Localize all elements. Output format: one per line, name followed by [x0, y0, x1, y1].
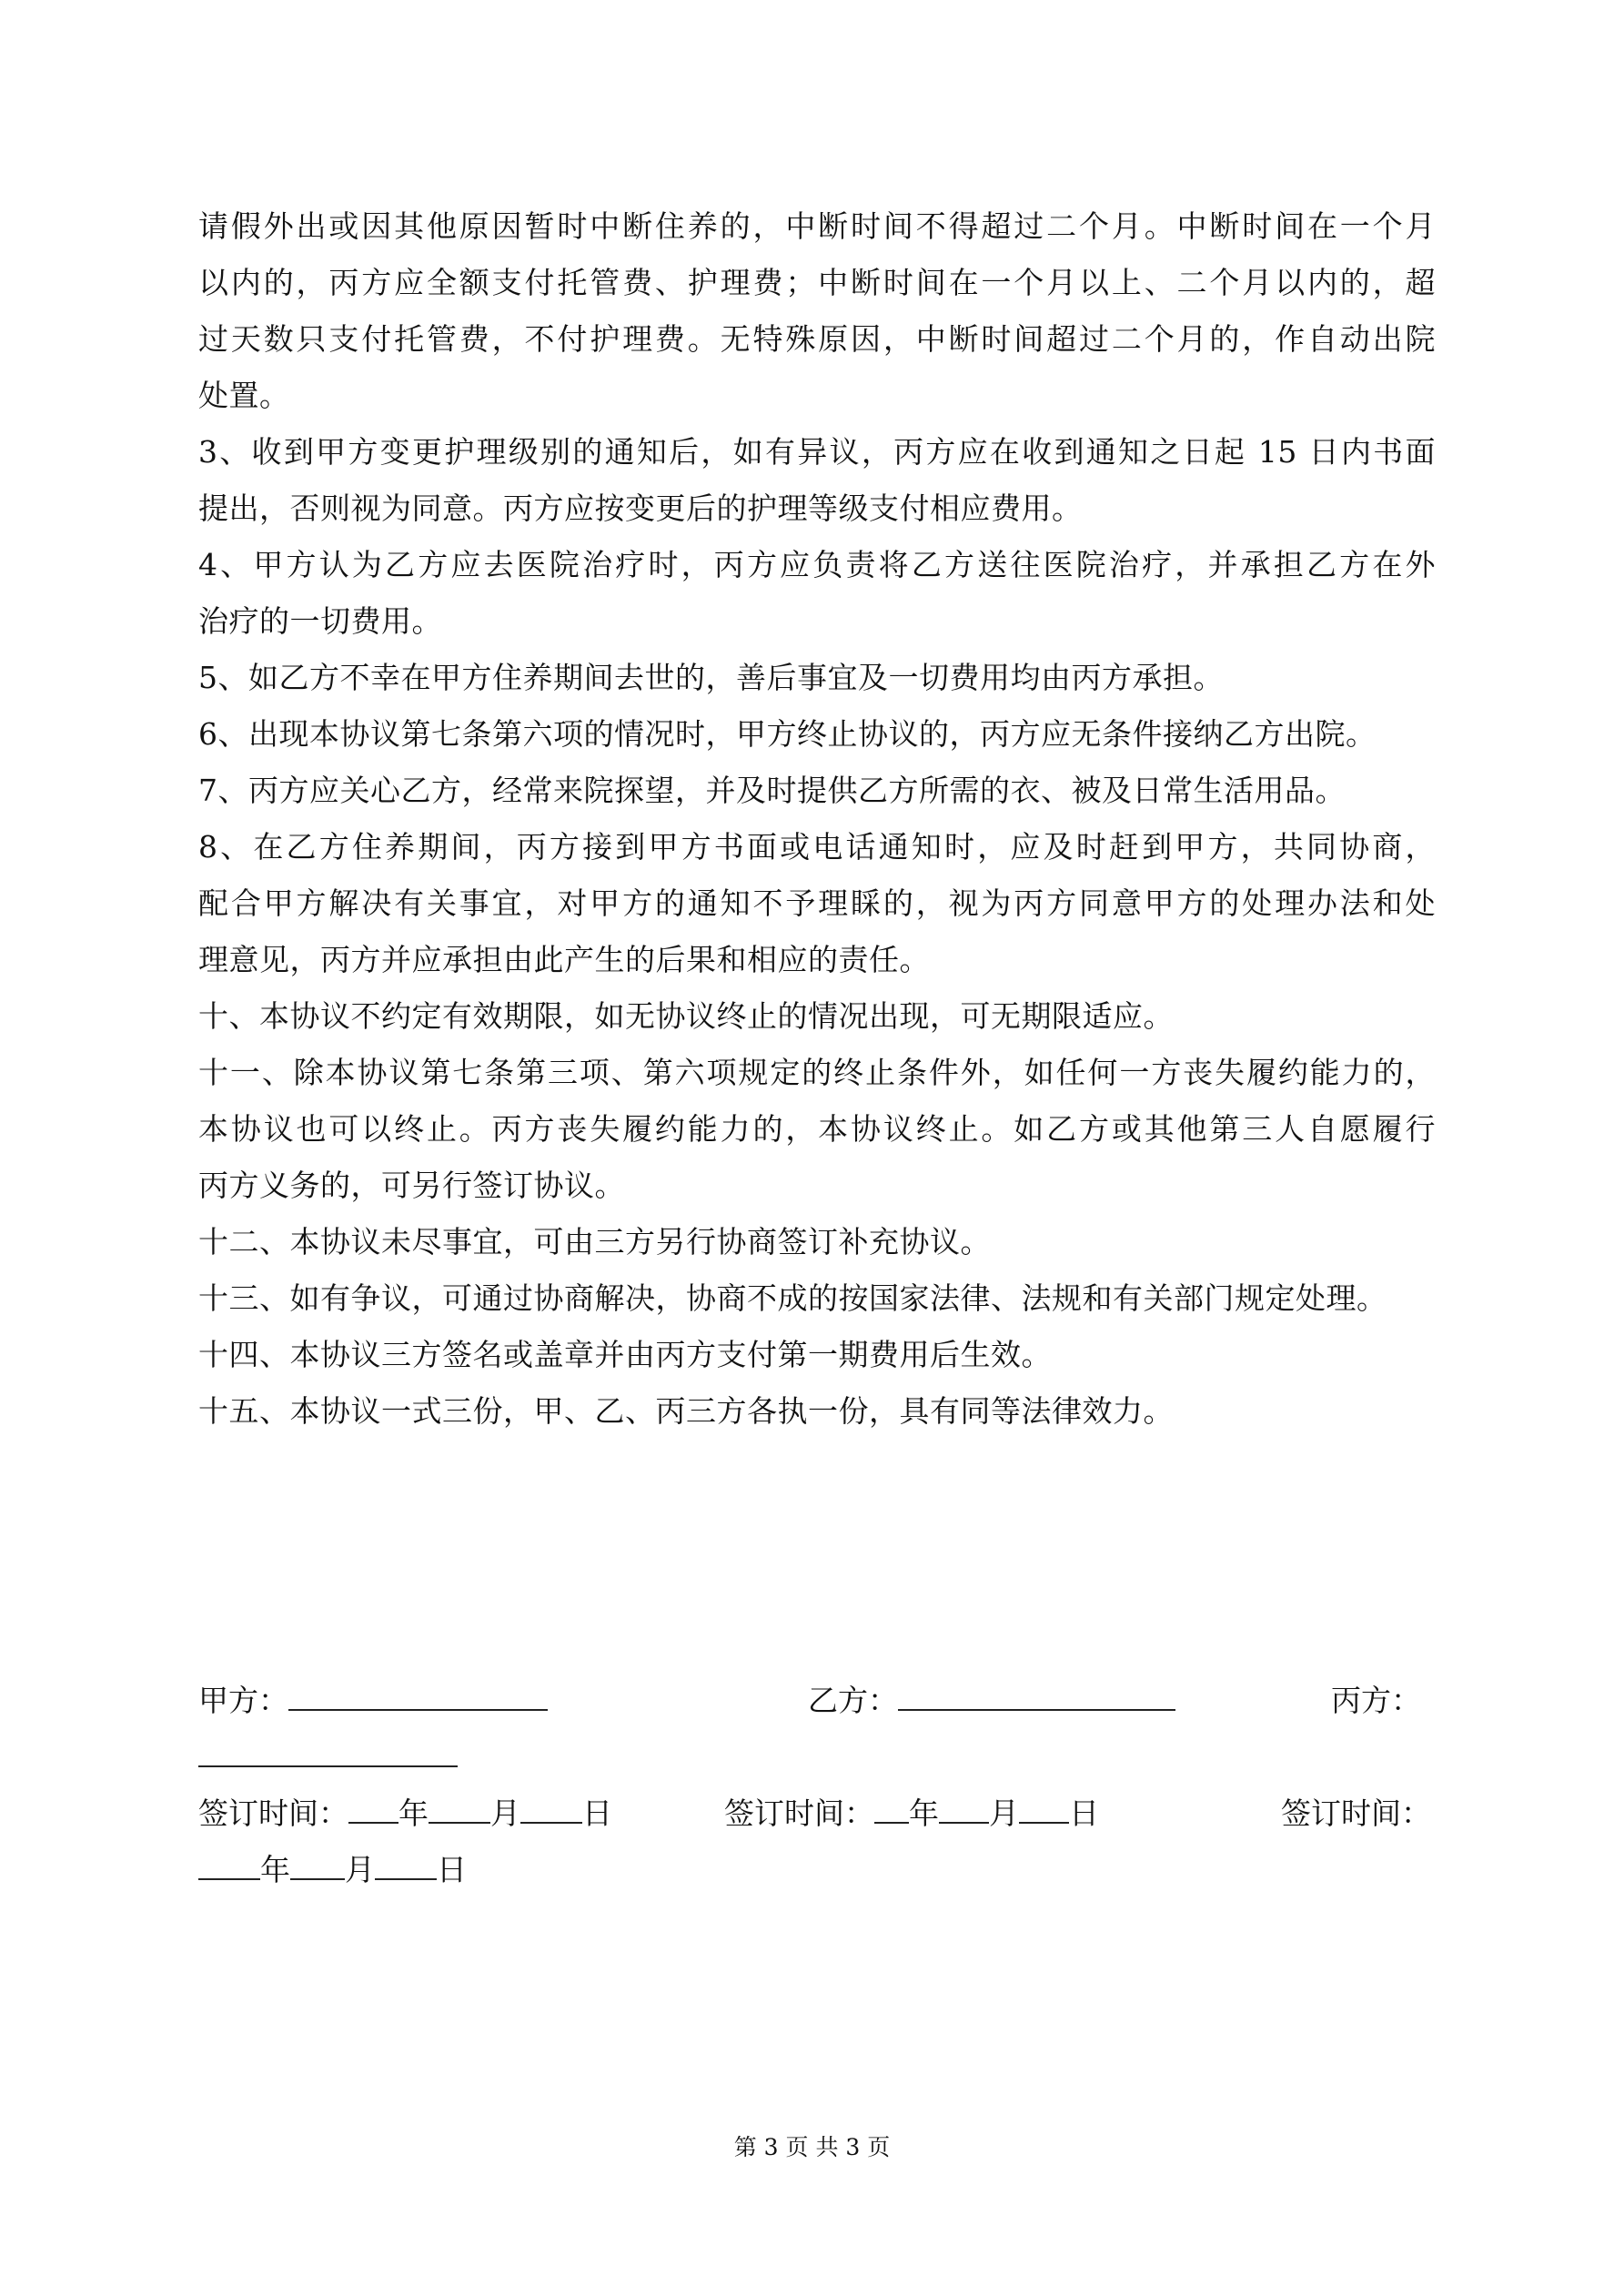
clause-line: 5、如乙方不幸在甲方住养期间去世的，善后事宜及一切费用均由丙方承担。	[198, 660, 1224, 695]
clause-line: 以内的，丙方应全额支付托管费、护理费；中断时间在一个月以上、二个月以内的，超	[198, 265, 1436, 300]
month-label: 月	[989, 1795, 1019, 1831]
month-label: 月	[490, 1795, 520, 1831]
clause-line: 十三、如有争议，可通过协商解决，协商不成的按国家法律、法规和有关部门规定处理。	[198, 1280, 1387, 1316]
clause-paragraph	[198, 424, 1436, 537]
party-c-signature-line[interactable]	[198, 1731, 458, 1767]
clause-paragraph	[198, 1270, 1436, 1327]
party-c-date-label: 签订时间：	[1281, 1795, 1431, 1831]
clause-line: 提出，否则视为同意。丙方应按变更后的护理等级支付相应费用。	[198, 491, 1083, 526]
clause-paragraph	[198, 706, 1436, 763]
year-label: 年	[398, 1795, 429, 1831]
party-a-month-field[interactable]	[429, 1787, 490, 1824]
clause-line: 治疗的一切费用。	[198, 603, 442, 639]
party-b-year-field[interactable]	[874, 1787, 909, 1824]
clause-line: 理意见，丙方并应承担由此产生的后果和相应的责任。	[198, 942, 930, 977]
clause-line: 本协议也可以终止。丙方丧失履约能力的，本协议终止。如乙方或其他第三人自愿履行	[198, 1111, 1436, 1147]
party-b-month-field[interactable]	[939, 1787, 989, 1824]
party-c-month-field[interactable]	[290, 1844, 345, 1880]
clause-line: 丙方义务的，可另行签订协议。	[198, 1168, 625, 1203]
signature-parties-row	[198, 1673, 1436, 1729]
clause-line: 4、甲方认为乙方应去医院治疗时，丙方应负责将乙方送往医院治疗，并承担乙方在外	[198, 547, 1436, 582]
party-c-date-fields	[198, 1842, 467, 1898]
party-a-signature	[198, 1673, 548, 1729]
clause-line: 配合甲方解决有关事宜，对甲方的通知不予理睬的，视为丙方同意甲方的处理办法和处	[198, 885, 1436, 921]
party-c-date-fields-row	[198, 1842, 1436, 1898]
year-label: 年	[909, 1795, 939, 1831]
clause-line: 处置。	[198, 378, 290, 413]
agreement-body	[198, 198, 1436, 1440]
party-a-date	[198, 1785, 612, 1842]
clause-line: 7、丙方应关心乙方，经常来院探望，并及时提供乙方所需的衣、被及日常生活用品。	[198, 773, 1346, 808]
clause-line: 6、出现本协议第七条第六项的情况时，甲方终止协议的，丙方应无条件接纳乙方出院。	[198, 716, 1377, 752]
month-label: 月	[345, 1852, 375, 1887]
party-c-signature-line-row	[198, 1729, 1436, 1785]
clause-paragraph	[198, 1383, 1436, 1440]
party-b-label: 乙方：	[808, 1683, 898, 1718]
party-a-signature-line[interactable]	[288, 1674, 548, 1711]
party-b-date	[724, 1785, 1099, 1842]
year-label: 年	[260, 1852, 290, 1887]
clause-line: 3、收到甲方变更护理级别的通知后，如有异议，丙方应在收到通知之日起 15 日内书面	[198, 434, 1436, 470]
day-label: 日	[1069, 1795, 1099, 1831]
clause-line: 十四、本协议三方签名或盖章并由丙方支付第一期费用后生效。	[198, 1337, 1052, 1372]
clause-line: 十一、除本协议第七条第三项、第六项规定的终止条件外，如任何一方丧失履约能力的，	[198, 1055, 1436, 1090]
party-c-date	[1281, 1785, 1431, 1842]
clause-paragraph	[198, 763, 1436, 819]
party-a-label: 甲方：	[198, 1683, 288, 1718]
party-c-label: 丙方：	[1331, 1683, 1421, 1718]
page-footer: 第 3 页 共 3 页	[733, 2134, 891, 2160]
party-b-day-field[interactable]	[1019, 1787, 1069, 1824]
clause-paragraph	[198, 819, 1436, 988]
clause-paragraph	[198, 988, 1436, 1045]
clause-paragraph	[198, 1327, 1436, 1383]
clause-paragraph	[198, 537, 1436, 650]
clause-line: 请假外出或因其他原因暂时中断住养的，中断时间不得超过二个月。中断时间在一个月	[198, 208, 1436, 244]
party-b-signature	[808, 1673, 1175, 1729]
clause-paragraph	[198, 1214, 1436, 1270]
party-b-signature-line[interactable]	[898, 1674, 1175, 1711]
day-label: 日	[437, 1852, 467, 1887]
party-a-day-field[interactable]	[520, 1787, 582, 1824]
party-a-date-label: 签订时间：	[198, 1795, 348, 1831]
clause-line: 过天数只支付托管费，不付护理费。无特殊原因，中断时间超过二个月的，作自动出院	[198, 321, 1436, 357]
party-c-signature-line-wrap	[198, 1729, 458, 1785]
day-label: 日	[582, 1795, 612, 1831]
party-c-year-field[interactable]	[198, 1844, 260, 1880]
clause-line: 十二、本协议未尽事宜，可由三方另行协商签订补充协议。	[198, 1224, 991, 1259]
clause-line: 十、本协议不约定有效期限，如无协议终止的情况出现，可无期限适应。	[198, 998, 1174, 1034]
clause-line: 8、在乙方住养期间，丙方接到甲方书面或电话通知时，应及时赶到甲方，共同协商，	[198, 829, 1436, 865]
signature-dates-row	[198, 1785, 1436, 1842]
clause-paragraph	[198, 650, 1436, 706]
clause-line: 十五、本协议一式三份，甲、乙、丙三方各执一份，具有同等法律效力。	[198, 1393, 1174, 1429]
clause-paragraph	[198, 1045, 1436, 1214]
party-b-date-label: 签订时间：	[724, 1795, 874, 1831]
party-c-signature	[1331, 1673, 1421, 1729]
party-a-year-field[interactable]	[348, 1787, 398, 1824]
clause-paragraph	[198, 198, 1436, 424]
party-c-day-field[interactable]	[375, 1844, 437, 1880]
